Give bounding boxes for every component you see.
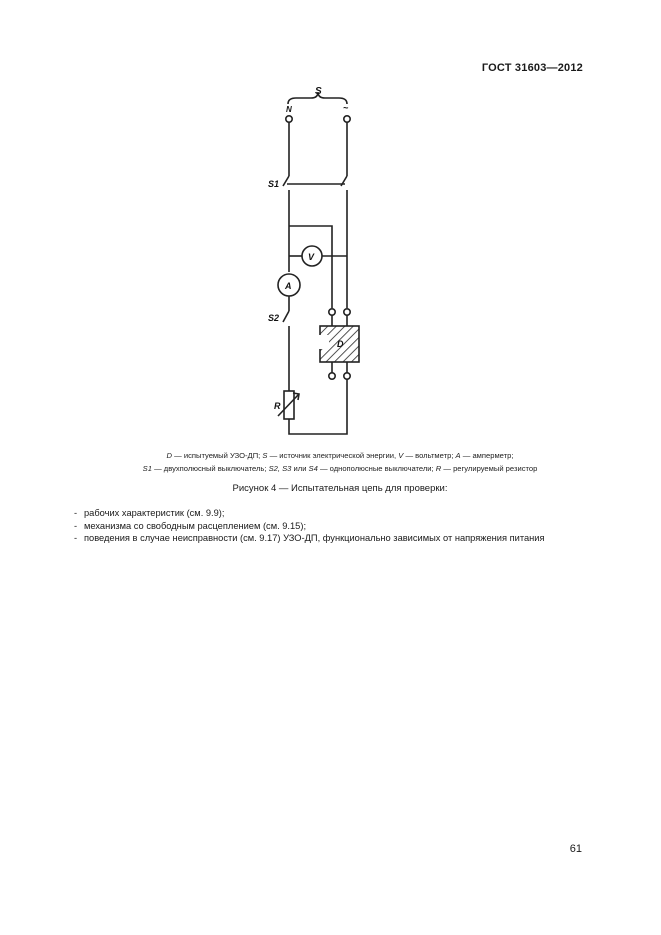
list-item: - рабочих характеристик (см. 9.9); [74, 507, 545, 520]
test-list [74, 507, 545, 545]
list-item: - поведения в случае неисправности (см. 9.17) УЗО-ДП, функционально зависимых от напряжения питания [74, 532, 545, 545]
terminal-phase [344, 116, 350, 122]
terminal-n [286, 116, 292, 122]
label-s: S [315, 86, 322, 97]
switch-s2-blade [283, 311, 289, 322]
label-d: D [337, 339, 344, 349]
legend-line-2: S1 — двухполюсный выключатель; S2, S3 или S4 — однополюсные выключатели; R — регулируемый резистор [142, 464, 538, 473]
list-item: - механизма со свободным расцеплением (см. 9.15); [74, 520, 545, 533]
label-v: V [308, 252, 315, 262]
page-number: 61 [569, 843, 582, 855]
figure-legend [60, 449, 620, 475]
document-header: ГОСТ 31603—2012 [481, 62, 583, 74]
label-s2: S2 [268, 313, 280, 323]
label-a: A [285, 281, 292, 291]
label-r: R [274, 401, 281, 411]
figure-caption: Рисунок 4 — Испытательная цепь для проверки: [232, 483, 448, 494]
legend-line-1: D — испытуемый УЗО-ДП; S — источник электрической энергии, V — вольтметр; A — амперметр; [166, 451, 514, 460]
label-s1: S1 [268, 179, 280, 189]
label-n: N [286, 105, 292, 114]
label-phase: ~ [343, 103, 349, 113]
